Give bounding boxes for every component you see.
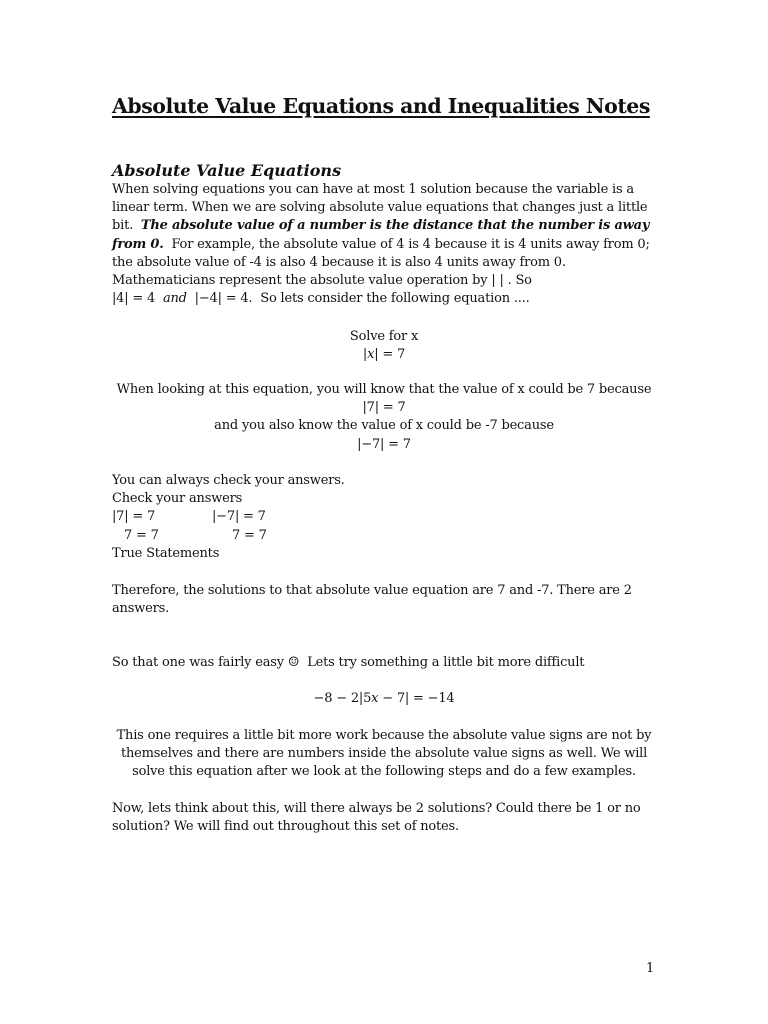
question-line: solution? We will find out throughout this set of notes. [112, 819, 459, 835]
intro-line [112, 217, 652, 235]
check-line: You can always check your answers. [112, 473, 345, 488]
transition-text: So that one was fairly easy [112, 655, 284, 670]
smiley-icon: ☺ [287, 655, 300, 670]
check-expression: 7 = 7 [232, 527, 267, 543]
explanation-line: When looking at this equation, you will know that the value of x could be 7 because [116, 382, 652, 397]
definition-emphasis: from 0. [112, 236, 164, 252]
intro-text: bit. [112, 218, 134, 234]
math-expression: − 7| = −14 [378, 691, 455, 706]
check-row [112, 508, 652, 526]
transition-text: Lets try something a little bit more difficult [307, 655, 585, 670]
math-expression: | = 7 [374, 347, 406, 363]
intro-line: When solving equations you can have at most 1 solution because the variable is a [112, 182, 634, 197]
question-paragraph [112, 800, 652, 836]
check-block [112, 472, 652, 563]
requires-line: solve this equation after we look at the following steps and do a few examples. [132, 764, 636, 780]
explanation-block [0, 381, 768, 454]
math-expression: |−4| = 4. [194, 291, 253, 307]
check-line: True Statements [112, 545, 220, 561]
check-row [112, 527, 652, 545]
math-equation [0, 690, 768, 708]
intro-line: the absolute value of -4 is also 4 because it is also 4 units away from 0. [112, 254, 566, 270]
conclusion-paragraph [112, 582, 652, 618]
check-expression: 7 = 7 [124, 527, 159, 543]
math-expression: | [362, 347, 368, 363]
math-expression: and [162, 291, 187, 307]
explanation-line: |7| = 7 [362, 400, 406, 416]
math-variable: x [371, 691, 379, 706]
requires-line: This one requires a little bit more work because the absolute value signs are not by [116, 728, 652, 743]
check-line: Check your answers [112, 491, 243, 507]
check-expression: |−7| = 7 [212, 509, 266, 525]
math-expression: |4| = 4 [112, 291, 156, 307]
intro-text: So lets consider the following equation .... [260, 291, 530, 307]
section-heading: Absolute Value Equations [112, 161, 342, 180]
requires-paragraph [0, 727, 768, 782]
explanation-line: |−7| = 7 [357, 436, 411, 452]
page-number: 1 [646, 961, 655, 976]
solve-heading: Solve for x [349, 329, 419, 344]
check-expression: |7| = 7 [112, 509, 156, 525]
requires-line: themselves and there are numbers inside the absolute value signs as well. We will [120, 746, 648, 762]
intro-paragraph [112, 181, 652, 308]
equation-block [0, 690, 768, 708]
conclusion-line: Therefore, the solutions to that absolute value equation are 7 and -7. There are 2 [112, 583, 632, 598]
explanation-line: and you also know the value of x could be -7 because [214, 418, 554, 434]
definition-emphasis: The absolute value of a number is the distance that the number is away [140, 218, 650, 234]
question-line: Now, lets think about this, will there always be 2 solutions? Could there be 1 or no [112, 801, 641, 816]
transition-paragraph [112, 654, 652, 672]
intro-line [112, 290, 652, 308]
solve-block [0, 328, 768, 364]
conclusion-line: answers. [112, 601, 170, 617]
intro-line: linear term. When we are solving absolute value equations that changes just a little [112, 200, 648, 216]
document-title: Absolute Value Equations and Inequalities Notes [112, 94, 650, 118]
intro-text: For example, the absolute value of 4 is 4 because it is 4 units away from 0; [171, 236, 650, 252]
solve-equation [0, 346, 768, 364]
transition-line [112, 654, 652, 672]
intro-line: Mathematicians represent the absolute value operation by | | . So [112, 273, 532, 289]
math-expression: −8 − 2|5 [313, 691, 372, 706]
intro-line [112, 236, 652, 254]
math-variable: x [367, 347, 375, 363]
